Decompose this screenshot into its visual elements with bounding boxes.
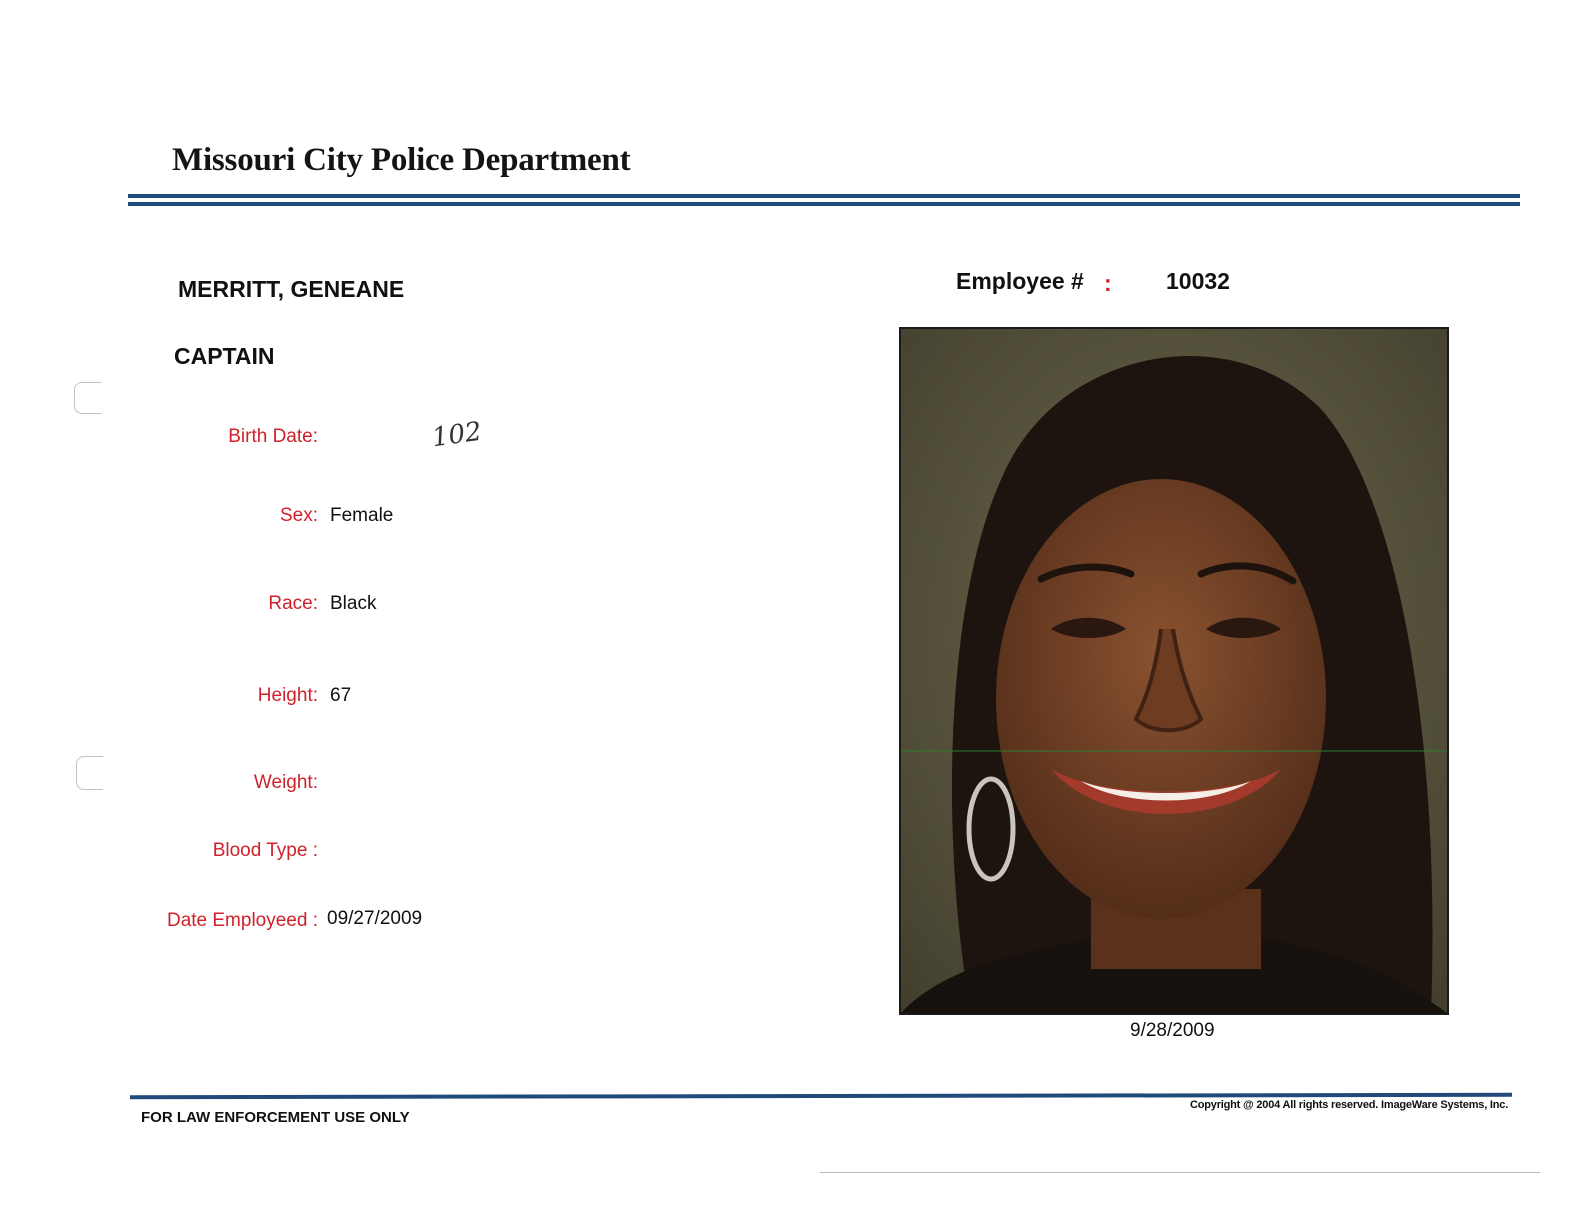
employee-name: MERRITT, GENEANE [178,276,405,302]
weight-label: Weight: [253,772,318,793]
sex-label: Sex: [279,505,318,526]
page-title: Missouri City Police Department [172,142,631,178]
blood-type-label: Blood Type : [212,840,318,861]
height-value: 67 [330,685,352,706]
footer-notice: FOR LAW ENFORCEMENT USE ONLY [141,1109,410,1126]
header-rule [128,202,1520,206]
height-label: Height: [257,685,318,706]
employee-rank: CAPTAIN [174,343,275,369]
date-employed-value: 09/27/2009 [327,908,423,929]
birth-date-label: Birth Date: [228,426,318,447]
sex-value: Female [330,505,394,526]
header-rule [128,194,1520,198]
date-employed-label: Date Employeed : [166,910,318,931]
photo-date: 9/28/2009 [1130,1020,1215,1041]
punch-hole-mark [74,382,101,414]
employee-number-label: Employee # [956,268,1084,294]
copyright-notice: Copyright @ 2004 All rights reserved. ImageWare Systems, Inc. [1190,1099,1509,1111]
employee-number-value: 10032 [1166,268,1230,294]
race-value: Black [330,593,377,614]
employee-photo [899,327,1449,1015]
employee-number-separator: : [1104,270,1112,296]
scan-edge-line [820,1172,1540,1173]
race-label: Race: [268,593,318,614]
handwritten-note: 102 [430,416,484,454]
